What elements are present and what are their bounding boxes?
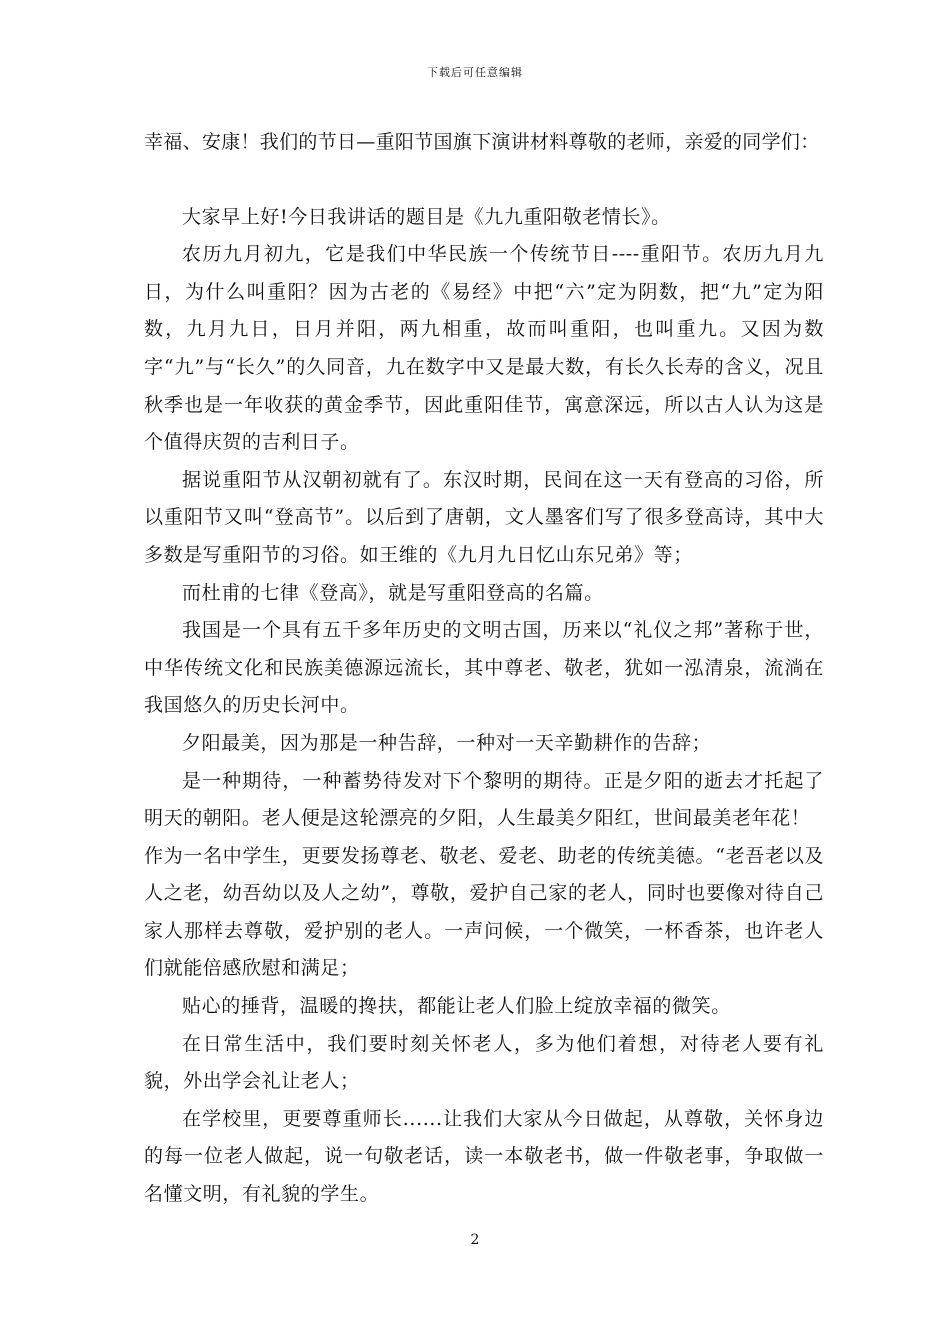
paragraph: 是一种期待，一种蓄势待发对下个黎明的期待。正是夕阳的逝去才托起了明天的朝阳。老人便是这轮漂亮的夕阳，人生最美夕阳红，世间最美老年花！ <box>144 769 824 830</box>
paragraph: 据说重阳节从汉朝初就有了。东汉时期，民间在这一天有登高的习俗，所以重阳节又叫“登高节”。以后到了唐朝，文人墨客们写了很多登高诗，其中大多数是写重阳节的习俗。如王维的《九月九日忆山东兄弟》等； <box>144 468 824 566</box>
paragraph: 贴心的捶背，温暖的搀扶，都能让老人们脸上绽放幸福的微笑。 <box>182 995 731 1018</box>
paragraph: 大家早上好!今日我讲话的题目是《九九重阳敬老情长》。 <box>182 205 671 228</box>
page-header-note: 下载后可任意编辑 <box>427 66 523 79</box>
paragraph: 农历九月初九，它是我们中华民族一个传统节日----重阳节。农历九月九日，为什么叫重阳？因为古老的《易经》中把“六”定为阴数，把“九”定为阳数，九月九日，日月并阳，两九相重，故而叫重阳，也叫重九。又因为数字“九”与“长久”的久同音，九在数字中又是最大数，有长久长寿的含义，况且秋季也是一年收获的黄金季节，因此重阳佳节，寓意深远，所以古人认为这是个值得庆贺的吉利日子。 <box>144 243 824 454</box>
paragraph: 在学校里，更要尊重师长......让我们大家从今日做起，从尊敬，关怀身边的每一位老人做起，说一句敬老话，读一本敬老书，做一件敬老事，争取做一名懂文明，有礼貌的学生。 <box>144 1107 824 1206</box>
paragraph: 而杜甫的七律《登高》，就是写重阳登高的名篇。 <box>182 581 604 604</box>
paragraph: 作为一名中学生，更要发扬尊老、敬老、爱老、助老的传统美德。“老吾老以及人之老，幼吾幼以及人之幼”，尊敬，爱护自己家的老人，同时也要像对待自己家人那样去尊敬，爱护别的老人。一声问候，一个微笑，一杯香茶，也许老人们就能倍感欣慰和满足； <box>144 844 824 980</box>
paragraph: 夕阳最美，因为那是一种告辞，一种对一天辛勤耕作的告辞； <box>182 731 712 754</box>
paragraph: 在日常生活中，我们要时刻关怀老人，多为他们着想，对待老人要有礼貌，外出学会礼让老人； <box>144 1032 824 1093</box>
document-body <box>144 124 824 1214</box>
paragraph-opening: 幸福、安康！我们的节日—重阳节国旗下演讲材料尊敬的老师，亲爱的同学们： <box>144 131 820 153</box>
page-number: 2 <box>470 1232 480 1248</box>
paragraph: 我国是一个具有五千多年历史的文明古国，历来以“礼仪之邦”著称于世，中华传统文化和民族美德源远流长，其中尊老、敬老，犹如一泓清泉，流淌在我国悠久的历史长河中。 <box>144 619 824 717</box>
